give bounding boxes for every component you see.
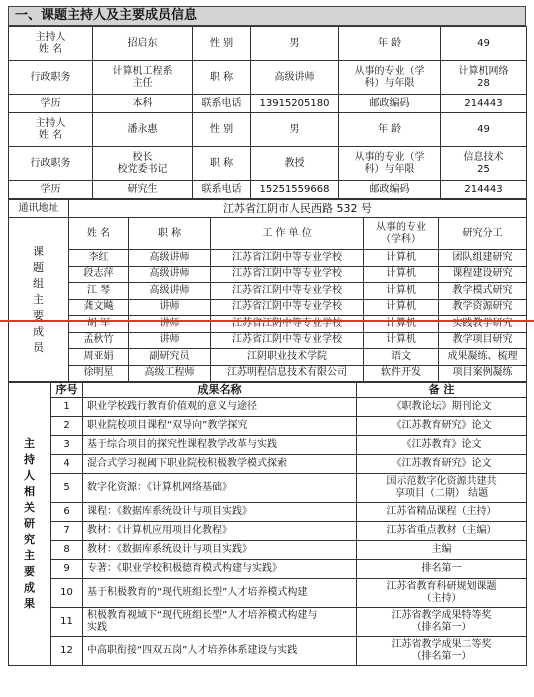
- result-index: 12: [51, 637, 83, 666]
- result-remark: 江苏省重点教材（主编）: [357, 522, 527, 541]
- member-name: 李红: [69, 250, 129, 267]
- section-title: 一、课题主持人及主要成员信息: [8, 6, 526, 26]
- host-table: [8, 26, 527, 199]
- result-index: 5: [51, 474, 83, 503]
- result-remark: 江苏省教育科研规划课题 （主持）: [357, 579, 527, 608]
- results-table: [8, 382, 527, 666]
- title-value: 教授: [251, 147, 339, 181]
- member-name: 孟秋竹: [69, 332, 129, 349]
- result-row: [9, 560, 527, 579]
- name-header: 姓 名: [69, 218, 129, 250]
- member-major: 计算机: [364, 316, 439, 333]
- education-label: 学历: [9, 95, 93, 113]
- results-side-text: 主持人相关研究主要成果: [24, 437, 35, 610]
- workplace-header: 工 作 单 位: [211, 218, 364, 250]
- member-name: 江 琴: [69, 283, 129, 300]
- member-row: [9, 283, 527, 300]
- result-remark: 国示范数字化资源共建共 享项目（二期） 结题: [357, 474, 527, 503]
- postcode-value: 214443: [441, 95, 527, 113]
- result-name: 基于综合项目的探究性课程教学改革与实践: [83, 436, 357, 455]
- info-form: [8, 26, 526, 666]
- member-title: 高级工程师: [129, 365, 211, 382]
- major-value: 计算机网络 28: [441, 61, 527, 95]
- host-row: [9, 113, 527, 147]
- result-row: [9, 637, 527, 666]
- member-workplace: 江苏省江阴中等专业学校: [211, 283, 364, 300]
- highlight-underline: [0, 320, 534, 322]
- result-name: 职业学校践行教育价值观的意义与途径: [83, 398, 357, 417]
- member-title: 高级讲师: [129, 283, 211, 300]
- member-row: [9, 316, 527, 333]
- major-header: 从事的专业 （学科）: [364, 218, 439, 250]
- result-remark: 《江苏教育研究》论文: [357, 417, 527, 436]
- result-remark: 主编: [357, 541, 527, 560]
- member-title: 讲师: [129, 299, 211, 316]
- postcode-value: 214443: [441, 181, 527, 199]
- phone-label: 联系电话: [193, 181, 251, 199]
- member-workplace: 江阴职业技术学院: [211, 349, 364, 366]
- age-label: 年 龄: [339, 113, 441, 147]
- member-workplace: 江苏省江阴中等专业学校: [211, 266, 364, 283]
- result-row: [9, 579, 527, 608]
- member-name: 段志萍: [69, 266, 129, 283]
- result-remark: 《江苏教育研究》论文: [357, 455, 527, 474]
- member-role: 教学资源研究: [439, 299, 527, 316]
- result-name: 职业院校项目课程“双导向”教学探究: [83, 417, 357, 436]
- position-value: 计算机工程系 主任: [93, 61, 193, 95]
- result-index: 3: [51, 436, 83, 455]
- member-row: [9, 332, 527, 349]
- member-workplace: 江苏省江阴中等专业学校: [211, 299, 364, 316]
- member-row: [9, 349, 527, 366]
- postcode-label: 邮政编码: [339, 181, 441, 199]
- result-index: 8: [51, 541, 83, 560]
- member-title: 讲师: [129, 316, 211, 333]
- host-row: [9, 95, 527, 113]
- role-header: 研究分工: [439, 218, 527, 250]
- result-remark: 《江苏教育》论文: [357, 436, 527, 455]
- result-index: 4: [51, 455, 83, 474]
- member-role: 教学模式研究: [439, 283, 527, 300]
- host-name: 招启东: [93, 27, 193, 61]
- age-value: 49: [441, 113, 527, 147]
- member-role: 课程建设研究: [439, 266, 527, 283]
- result-index: 9: [51, 560, 83, 579]
- member-title: 讲师: [129, 332, 211, 349]
- remark-header: 备 注: [357, 383, 527, 398]
- result-name: 教材：《数据库系统设计与项目实践》: [83, 541, 357, 560]
- member-name: 徐明星: [69, 365, 129, 382]
- address-value: 江苏省江阴市人民西路 532 号: [69, 200, 527, 218]
- result-name: 专著：《职业学校积极德育模式构建与实践》: [83, 560, 357, 579]
- phone-label: 联系电话: [193, 95, 251, 113]
- result-row: [9, 398, 527, 417]
- age-label: 年 龄: [339, 27, 441, 61]
- member-workplace: 江苏明程信息技术有限公司: [211, 365, 364, 382]
- member-role: 实践教学研究: [439, 316, 527, 333]
- member-role: 团队组建研究: [439, 250, 527, 267]
- age-value: 49: [441, 27, 527, 61]
- result-row: [9, 455, 527, 474]
- result-index: 10: [51, 579, 83, 608]
- postcode-label: 邮政编码: [339, 95, 441, 113]
- results-side-label: [9, 383, 51, 666]
- education-value: 本科: [93, 95, 193, 113]
- result-name: 数字化资源：《计算机网络基础》: [83, 474, 357, 503]
- major-label: 从事的专业（学 科）与年限: [339, 61, 441, 95]
- title-value: 高级讲师: [251, 61, 339, 95]
- result-index: 2: [51, 417, 83, 436]
- member-workplace: 江苏省江阴中等专业学校: [211, 332, 364, 349]
- result-name: 混合式学习视阈下职业院校积极教学模式探索: [83, 455, 357, 474]
- position-label: 行政职务: [9, 147, 93, 181]
- major-value: 信息技术 25: [441, 147, 527, 181]
- result-remark: 江苏省教学成果特等奖 （排名第一）: [357, 608, 527, 637]
- member-title: 副研究员: [129, 349, 211, 366]
- result-name: 课程：《数据库系统设计与项目实践》: [83, 503, 357, 522]
- member-major: 计算机: [364, 332, 439, 349]
- phone-value: 15251559668: [251, 181, 339, 199]
- title-header: 职 称: [129, 218, 211, 250]
- member-major: 软件开发: [364, 365, 439, 382]
- result-index: 1: [51, 398, 83, 417]
- member-row: [9, 250, 527, 267]
- result-remark: 《职教论坛》期刊论文: [357, 398, 527, 417]
- host-row: [9, 27, 527, 61]
- result-remark: 排名第一: [357, 560, 527, 579]
- gender-value: 男: [251, 113, 339, 147]
- member-workplace: 江苏省江阴中等专业学校: [211, 250, 364, 267]
- result-row: [9, 436, 527, 455]
- gender-value: 男: [251, 27, 339, 61]
- member-major: 计算机: [364, 299, 439, 316]
- host-label: 主持人 姓 名: [9, 113, 93, 147]
- result-name: 教材：《计算机应用项目化教程》: [83, 522, 357, 541]
- address-label: 通讯地址: [9, 200, 69, 218]
- result-name: 积极教育视域下“现代班组长型”人才培养模式构建与 实践: [83, 608, 357, 637]
- gender-label: 性 别: [193, 27, 251, 61]
- member-title: 高级讲师: [129, 266, 211, 283]
- host-row: [9, 147, 527, 181]
- result-row: [9, 417, 527, 436]
- member-title: 高级讲师: [129, 250, 211, 267]
- host-row: [9, 181, 527, 199]
- education-label: 学历: [9, 181, 93, 199]
- result-row: [9, 474, 527, 503]
- member-name: 周亚娟: [69, 349, 129, 366]
- members-side-text: 课题组主要成员: [33, 244, 44, 354]
- host-label: 主持人 姓 名: [9, 27, 93, 61]
- members-side-label: [9, 218, 69, 382]
- member-role: 项目案例凝练: [439, 365, 527, 382]
- index-header: 序号: [51, 383, 83, 398]
- result-name: 基于积极教育的“现代班组长型”人才培养模式构建: [83, 579, 357, 608]
- education-value: 研究生: [93, 181, 193, 199]
- major-label: 从事的专业（学 科）与年限: [339, 147, 441, 181]
- result-name: 中高职衔接“四双五岗”人才培养体系建设与实践: [83, 637, 357, 666]
- member-major: 计算机: [364, 266, 439, 283]
- gender-label: 性 别: [193, 113, 251, 147]
- result-row: [9, 522, 527, 541]
- result-index: 6: [51, 503, 83, 522]
- member-name: 胡 军: [69, 316, 129, 333]
- host-name: 潘永惠: [93, 113, 193, 147]
- result-index: 11: [51, 608, 83, 637]
- title-label: 职 称: [193, 147, 251, 181]
- members-table: [8, 199, 527, 382]
- member-row: [9, 299, 527, 316]
- phone-value: 13915205180: [251, 95, 339, 113]
- result-row: [9, 503, 527, 522]
- member-major: 计算机: [364, 250, 439, 267]
- result-remark: 江苏省教学成果二等奖 （排名第一）: [357, 637, 527, 666]
- member-role: 成果凝练、梳理: [439, 349, 527, 366]
- position-value: 校长 校党委书记: [93, 147, 193, 181]
- member-role: 教学项目研究: [439, 332, 527, 349]
- host-row: [9, 61, 527, 95]
- member-name: 龚文飚: [69, 299, 129, 316]
- member-major: 计算机: [364, 283, 439, 300]
- position-label: 行政职务: [9, 61, 93, 95]
- result-index: 7: [51, 522, 83, 541]
- result-row: [9, 608, 527, 637]
- member-row: [9, 365, 527, 382]
- member-row: [9, 266, 527, 283]
- member-major: 语文: [364, 349, 439, 366]
- result-row: [9, 541, 527, 560]
- title-label: 职 称: [193, 61, 251, 95]
- member-workplace: 江苏省江阴中等专业学校: [211, 316, 364, 333]
- result-name-header: 成果名称: [83, 383, 357, 398]
- result-remark: 江苏省精品课程（主持）: [357, 503, 527, 522]
